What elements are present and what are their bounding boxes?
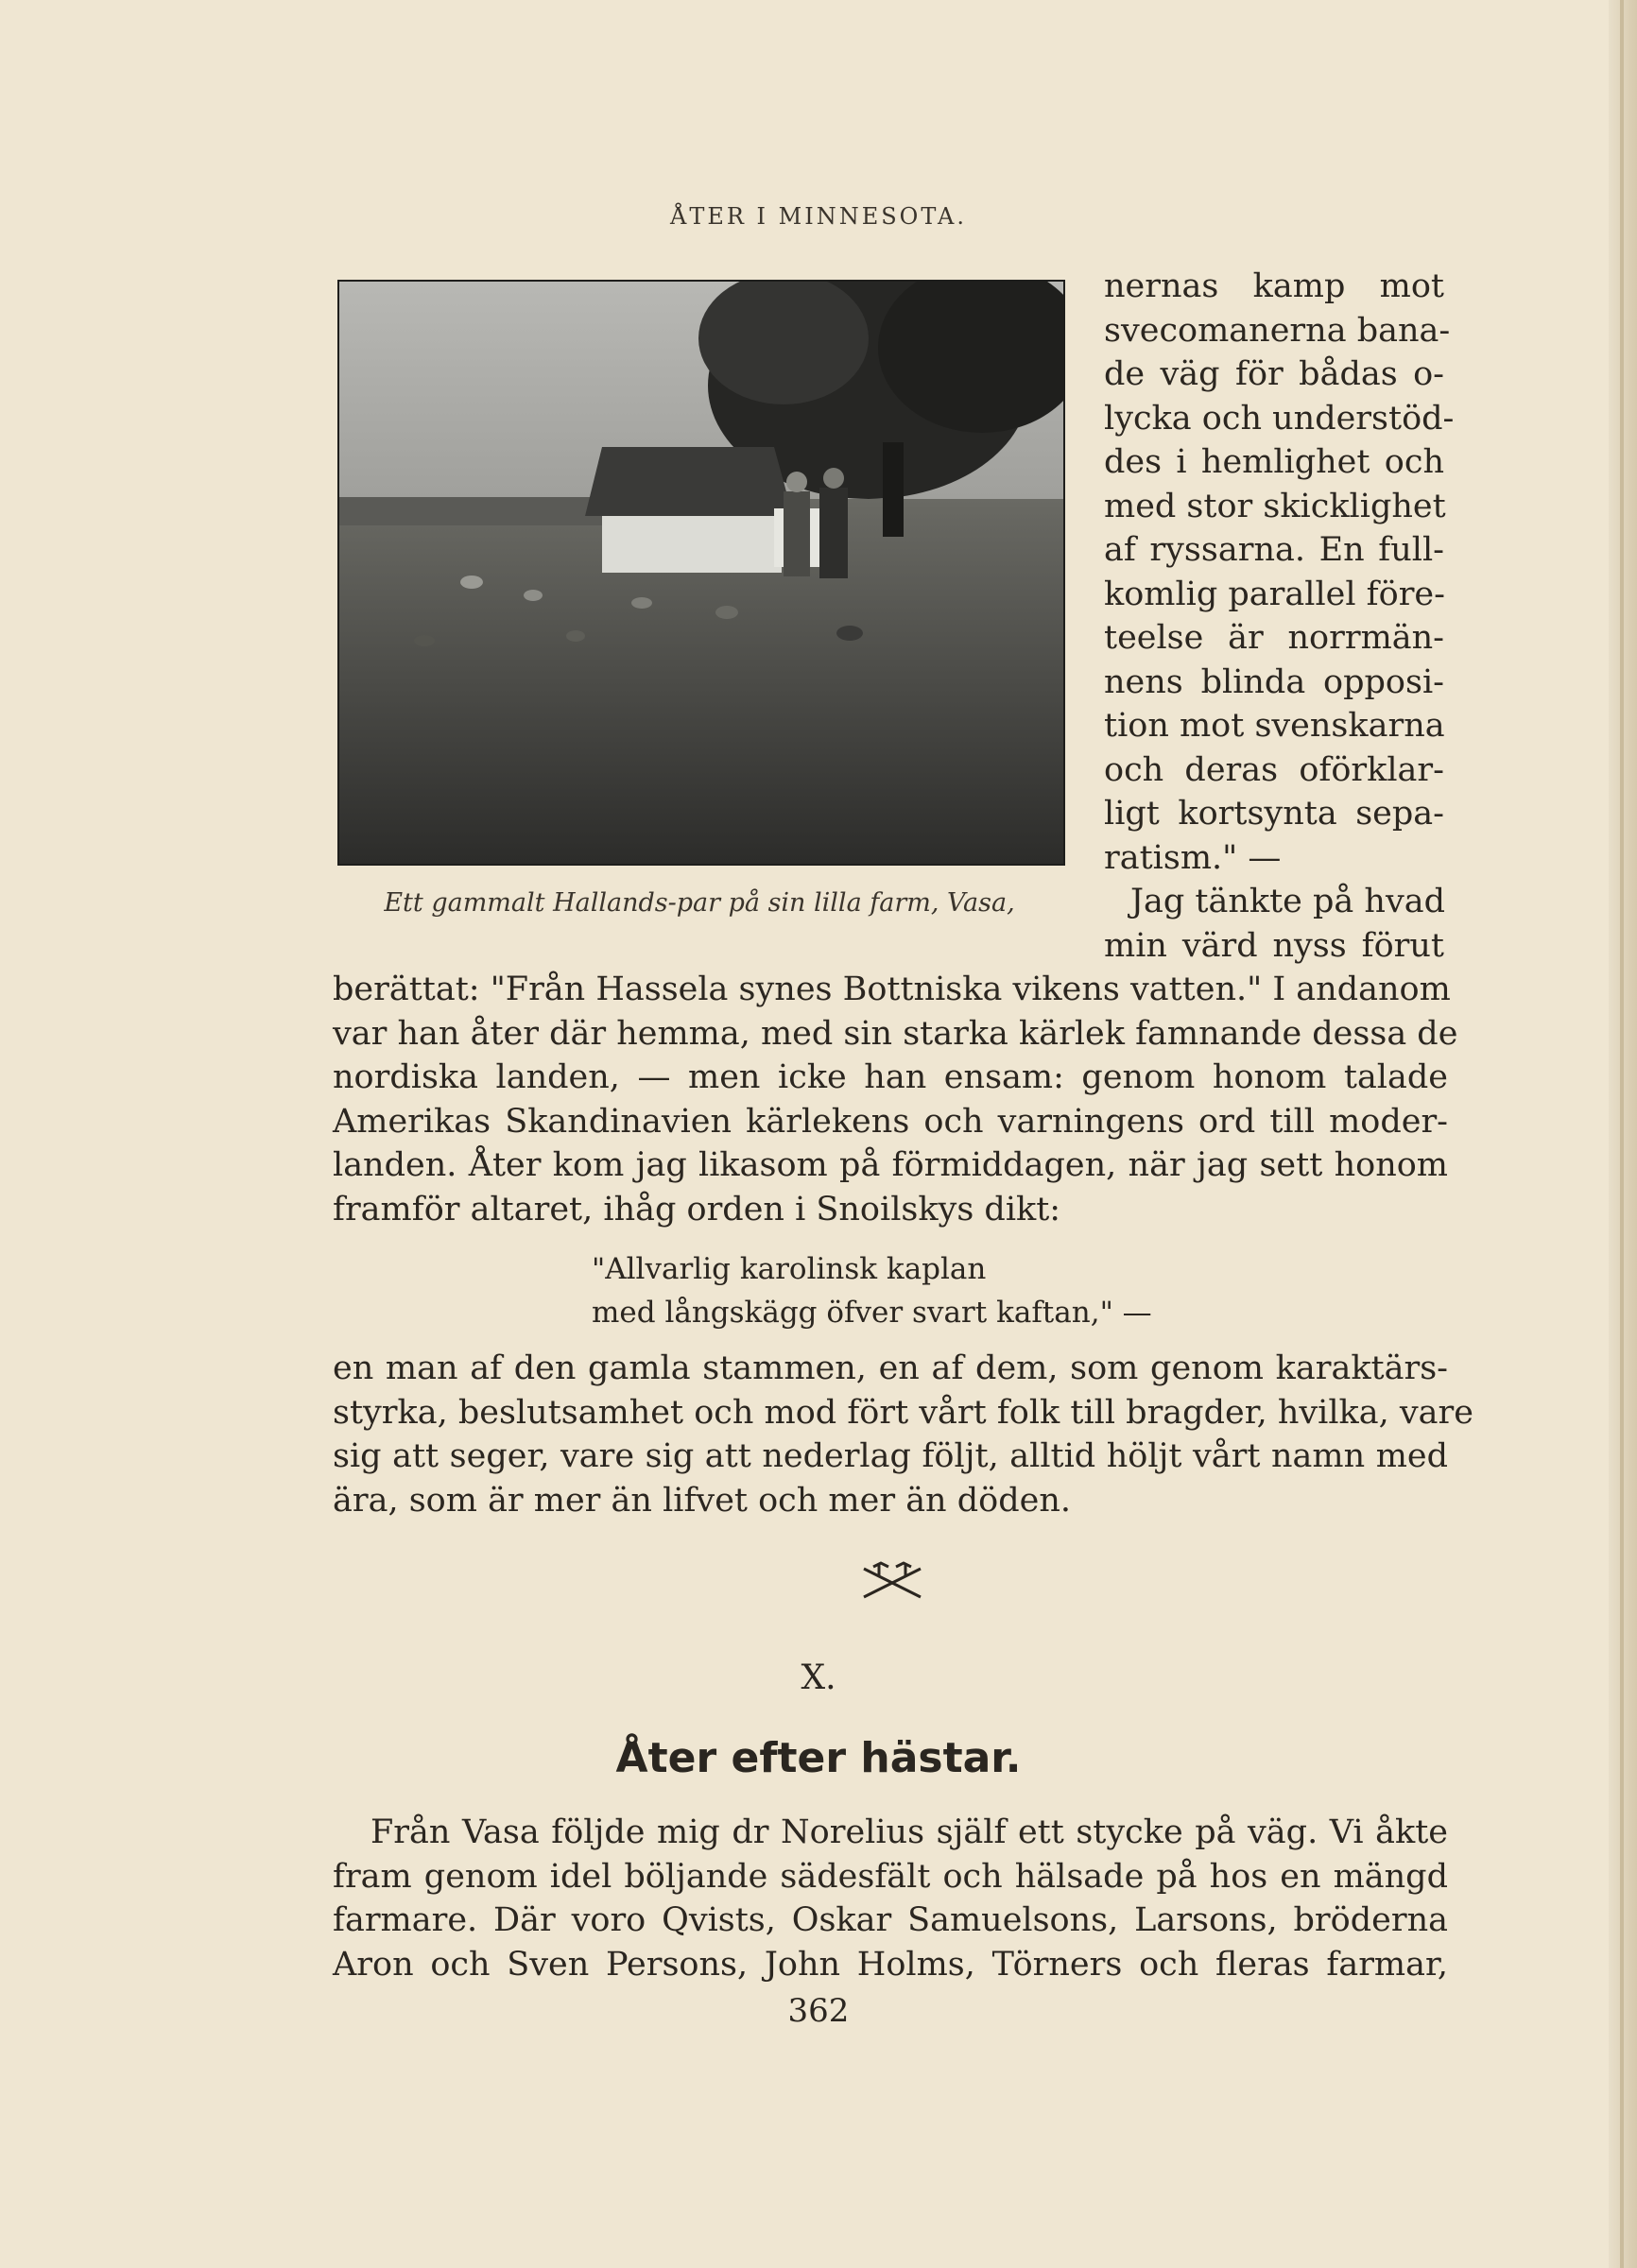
page-number: 362	[787, 1992, 850, 2030]
text-line: landen. Åter kom jag likasom på förmiddagen, när jag sett honom	[333, 1146, 1448, 1184]
text-line: de väg för bådas o-	[1104, 355, 1444, 393]
chapter-body	[333, 1811, 1448, 1986]
text-line: farmare. Där voro Qvists, Oskar Samuelsons, Larsons, bröderna	[333, 1901, 1448, 1939]
text-line: min värd nyss förut	[1104, 926, 1444, 965]
running-head: ÅTER I MINNESOTA.	[669, 203, 967, 230]
text-line: framför altaret, ihåg orden i Snoilskys dikt:	[333, 1190, 1061, 1228]
quote-line: "Allvarlig karolinsk kaplan	[592, 1252, 987, 1286]
farm-photograph	[337, 280, 1065, 866]
section-ornament-icon	[854, 1559, 930, 1606]
text-line: fram genom idel böljande sädesfält och hälsade på hos en mängd	[333, 1857, 1448, 1896]
paragraph-after-quote	[333, 1347, 1473, 1522]
side-column-text	[1104, 265, 1455, 968]
text-line: en man af den gamla stammen, en af dem, som genom karaktärs-	[333, 1349, 1448, 1387]
text-line: berättat: "Från Hassela synes Bottniska vikens vatten." I andanom	[333, 971, 1451, 1008]
text-line: teelse är norrmän-	[1104, 619, 1444, 657]
chapter-number: X.	[801, 1658, 836, 1697]
text-line: af ryssarna. En full-	[1104, 531, 1444, 569]
text-line: styrka, beslutsamhet och mod fört vårt folk till bragder, hvilka, vare	[333, 1393, 1473, 1432]
quote-line: med långskägg öfver svart kaftan," —	[592, 1296, 1152, 1330]
page-edge	[1620, 0, 1624, 2268]
text-line: lycka och understöd-	[1104, 399, 1455, 438]
text-line: var han åter där hemma, med sin starka kärlek famnande dessa de	[333, 1014, 1458, 1053]
text-line: Aron och Sven Persons, John Holms, Törners och fleras farmar,	[333, 1945, 1448, 1984]
text-line: nordiska landen, — men icke han ensam: genom honom talade	[333, 1058, 1448, 1096]
text-line: och deras oförklar-	[1104, 750, 1444, 789]
paragraph-continuation	[333, 968, 1458, 1231]
text-line: svecomanerna bana-	[1104, 311, 1451, 350]
text-line: sig att seger, vare sig att nederlag följt, alltid höljt vårt namn med	[333, 1437, 1448, 1475]
text-line: Jag tänkte på hvad	[1130, 883, 1445, 920]
text-line: ratism." —	[1104, 838, 1282, 877]
text-line: des i hemlighet och	[1104, 443, 1444, 481]
text-line: komlig parallel före-	[1104, 575, 1445, 613]
text-line: tion mot svenskarna	[1104, 707, 1445, 745]
poem-quote	[592, 1247, 1152, 1334]
text-line: ära, som är mer än lifvet och mer än döden.	[333, 1481, 1071, 1520]
text-line: med stor skicklighet	[1104, 487, 1446, 525]
figure-caption: Ett gammalt Hallands-par på sin lilla farm, Vasa,	[384, 888, 1015, 918]
text-line: nens blinda opposi-	[1104, 662, 1444, 701]
chapter-title: Åter efter hästar.	[615, 1734, 1022, 1782]
text-line: nernas kamp mot	[1104, 267, 1444, 305]
text-line: Från Vasa följde mig dr Norelius själf ett stycke på väg. Vi åkte	[370, 1813, 1448, 1851]
text-line: ligt kortsynta sepa-	[1104, 795, 1444, 833]
photo-image	[339, 282, 1063, 864]
text-line: Amerikas Skandinavien kärlekens och varningens ord till moder-	[333, 1102, 1448, 1141]
